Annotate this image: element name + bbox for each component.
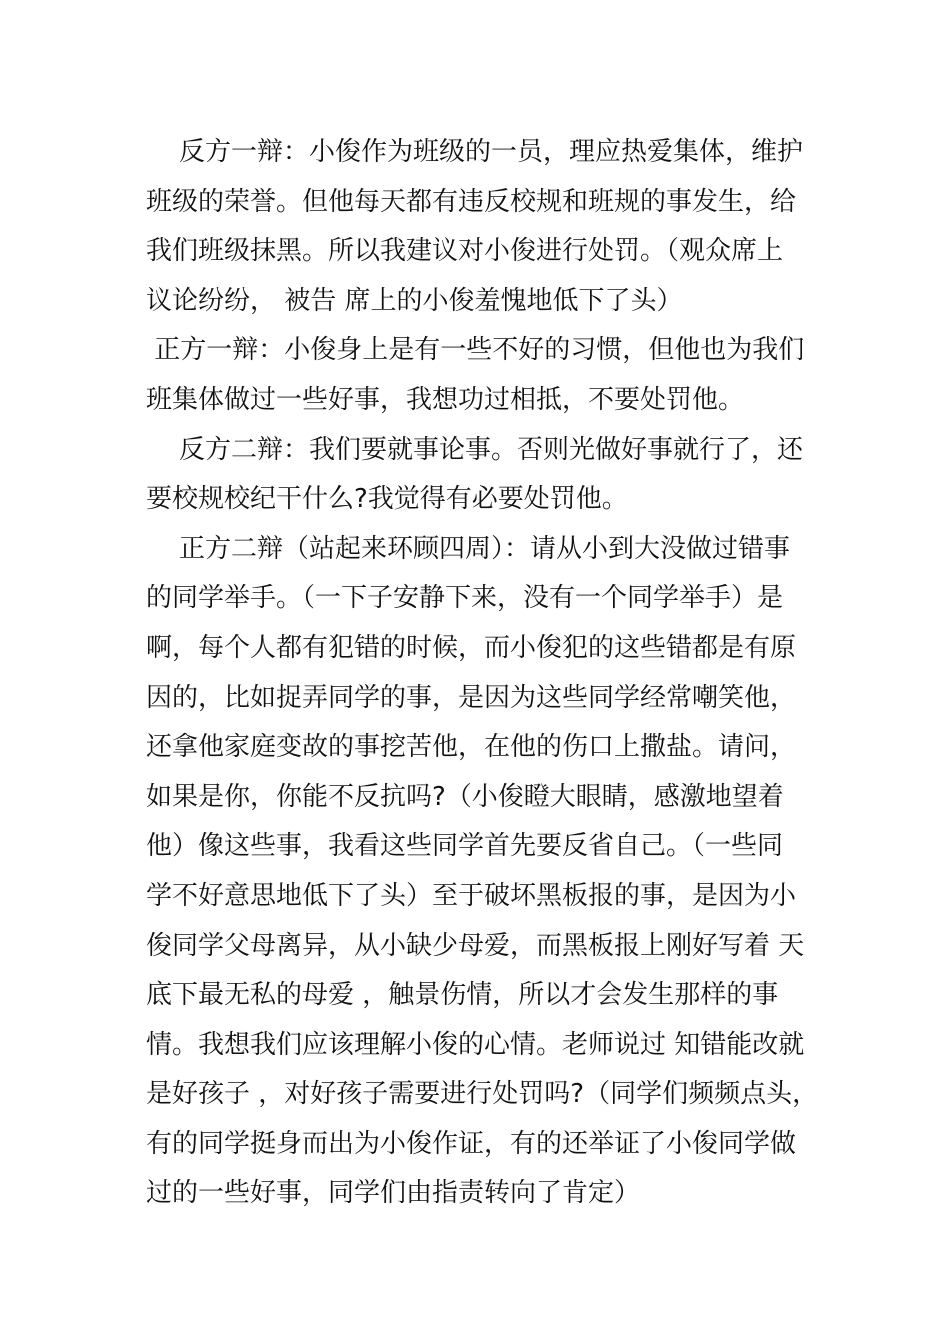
text-line: 因的，比如捉弄同学的事，是因为这些同学经常嘲笑他， [146,682,797,713]
text-line: 有的同学挺身而出为小俊作证，有的还举证了小俊同学做 [146,1128,797,1159]
text-line: 啊，每个人都有犯错的时候，而小俊犯的这些错都是有原 [146,632,797,663]
text-line: 俊同学父母离异，从小缺少母爱，而黑板报上刚好写着 天 [146,930,805,961]
text-line: 反方二辩：我们要就事论事。否则光做好事就行了，还 [146,434,804,465]
text-line: 学不好意思地低下了头）至于破坏黑板报的事，是因为小 [146,880,797,911]
text-line: 议论纷纷， 被告 席上的小俊羞愧地低下了头） [146,285,683,316]
text-line: 正方一辩：小俊身上是有一些不好的习惯，但他也为我们 [146,335,805,366]
text-line: 要校规校纪干什么?我觉得有必要处罚他。 [146,484,628,515]
text-line: 是好孩子 ，对好孩子需要进行处罚吗?（同学们频频点头， [146,1079,819,1110]
text-line: 我们班级抹黑。所以我建议对小俊进行处罚。（观众席上 [146,236,784,267]
text-line: 班集体做过一些好事，我想功过相抵，不要处罚他。 [146,384,745,415]
text-line: 情。我想我们应该理解小俊的心情。老师说过 知错能改就 [146,1029,805,1060]
text-line: 的同学举手。（一下子安静下来，没有一个同学举手）是 [146,583,784,614]
text-line: 如果是你，你能不反抗吗?（小俊瞪大眼睛，感激地望着 [146,781,784,812]
text-line: 他）像这些事，我看这些同学首先要反省自己。（一些同 [146,831,784,862]
debate-transcript [146,128,819,1219]
text-line: 还拿他家庭变故的事挖苦他，在他的伤口上撒盐。请问， [146,732,797,763]
text-line: 班级的荣誉。但他每天都有违反校规和班规的事发生，给 [146,186,797,217]
text-line: 反方一辩：小俊作为班级的一员，理应热爱集体，维护 [146,137,804,167]
text-line: 正方二辩（站起来环顾四周）：请从小到大没做过错事 [146,533,791,564]
text-line: 底下最无私的母爱 ，触景伤情，所以才会发生那样的事 [146,980,779,1011]
text-line: 过的一些好事，同学们由指责转向了肯定） [146,1178,641,1209]
